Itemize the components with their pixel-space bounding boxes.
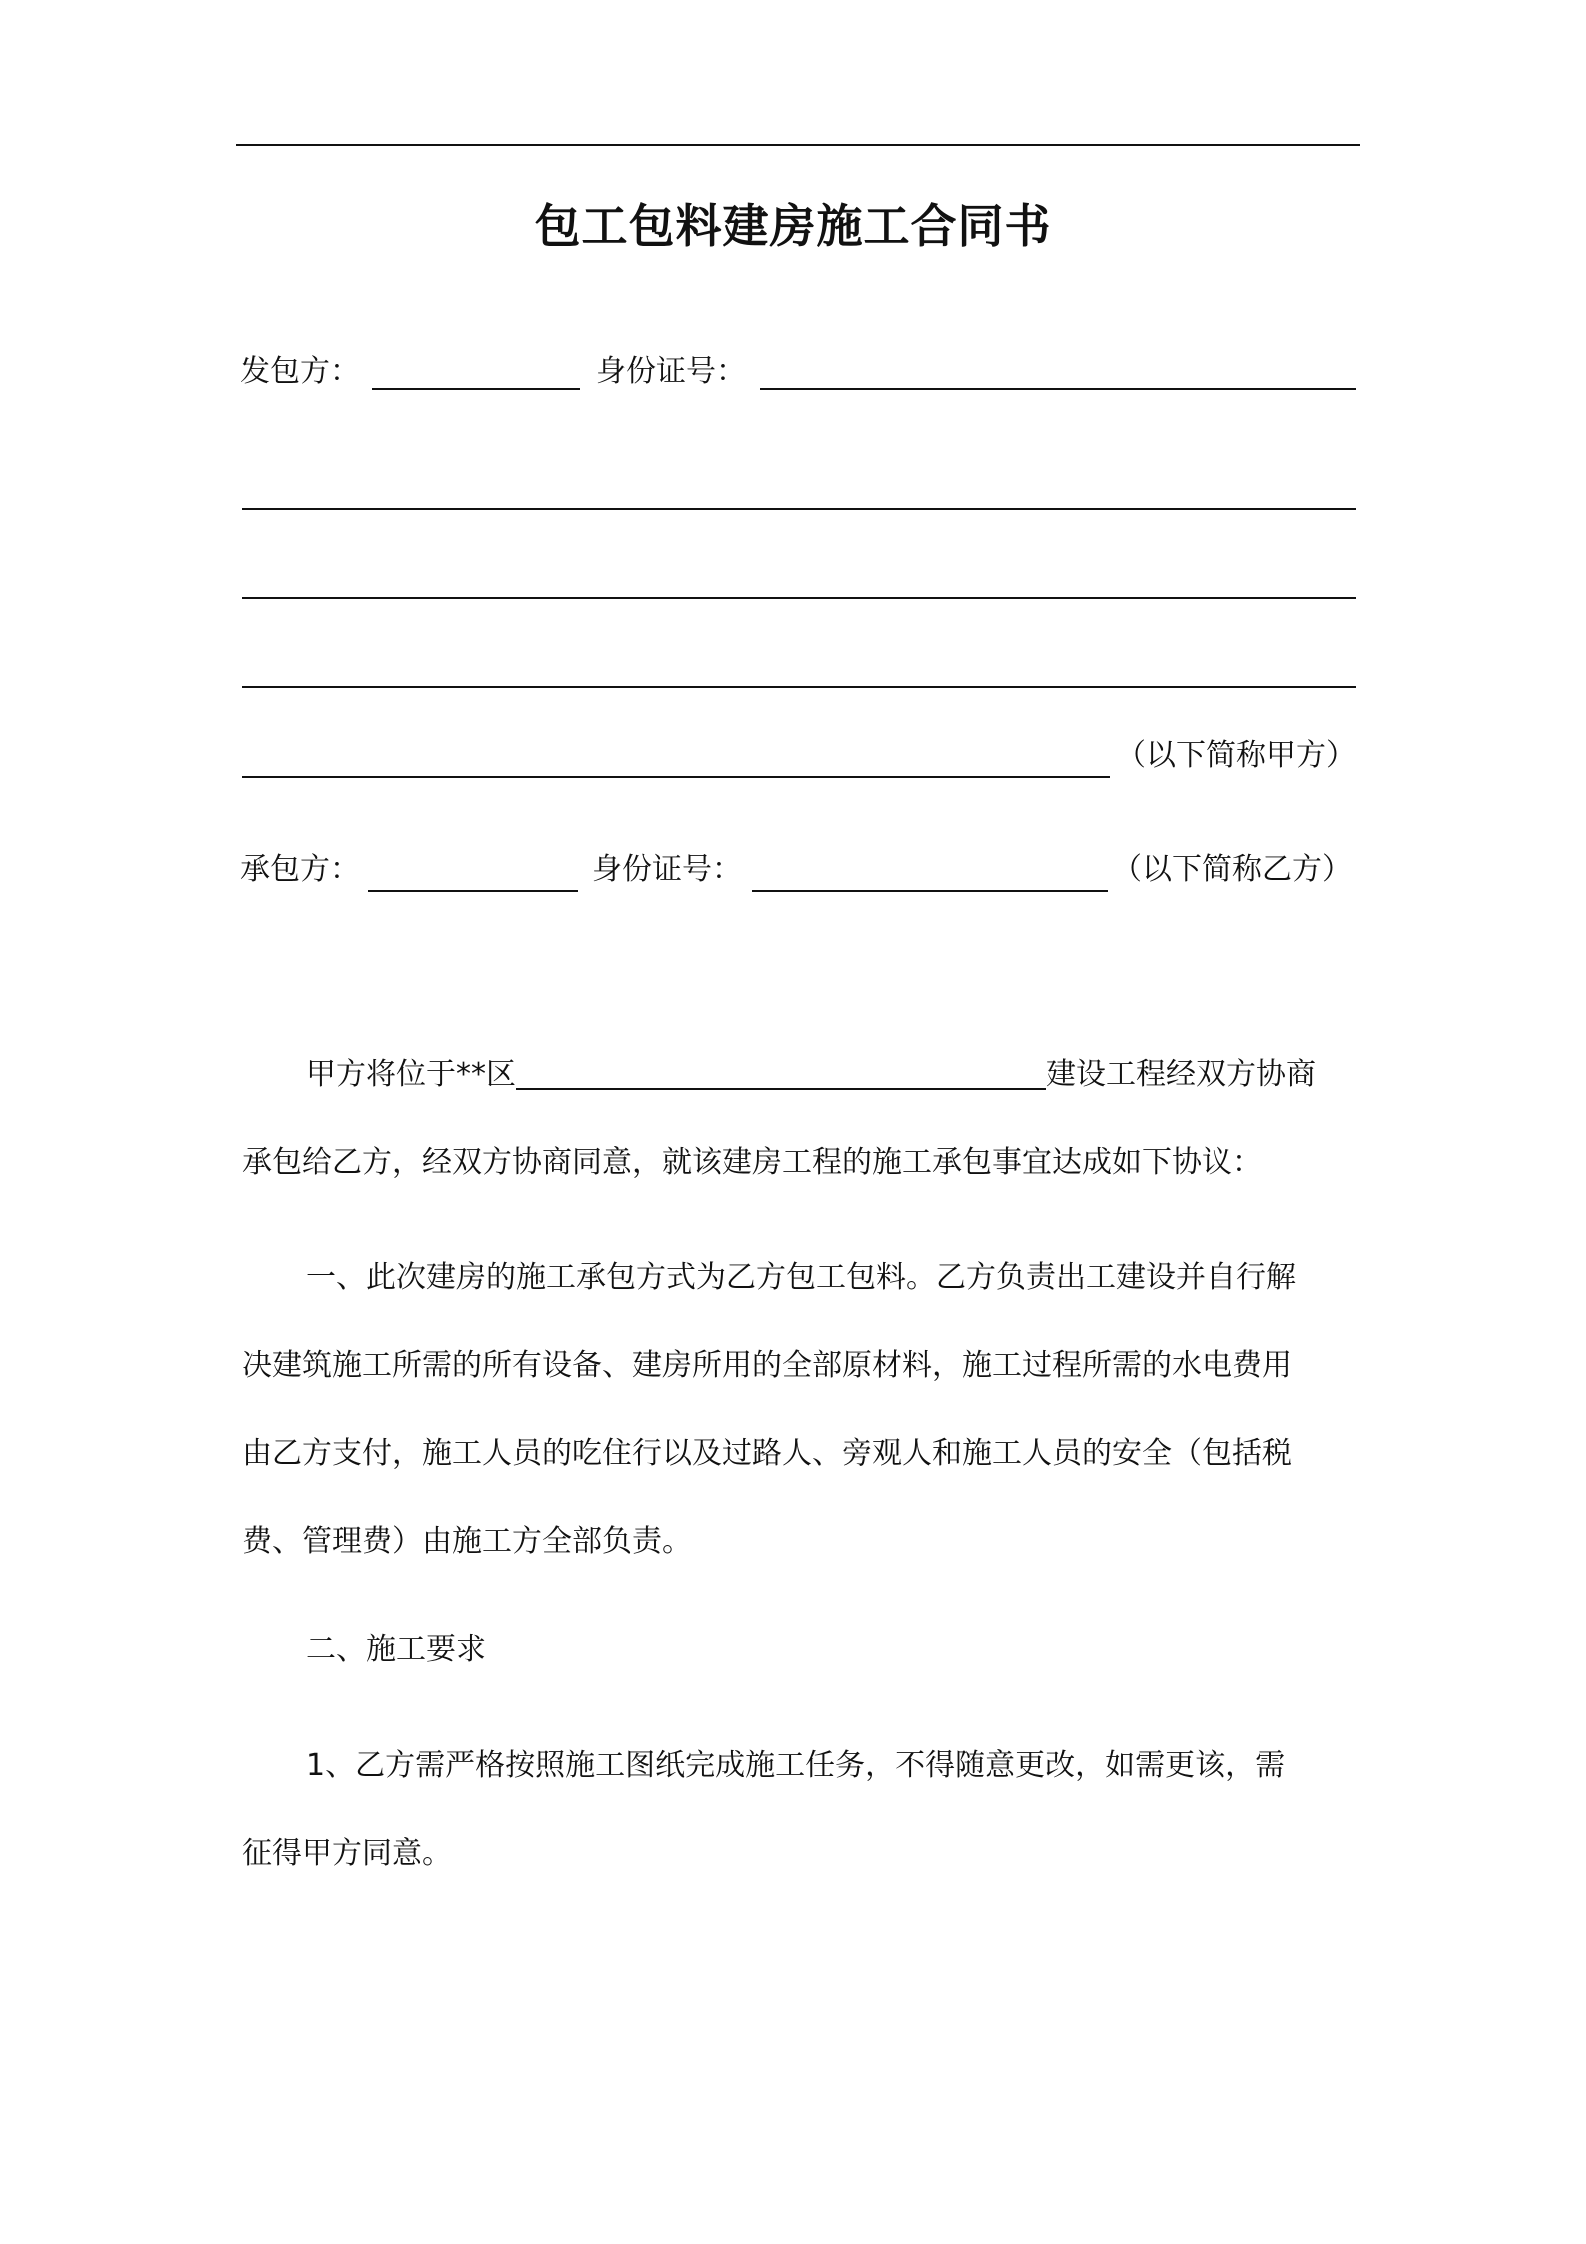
intro-paragraph	[242, 1031, 1358, 1207]
clause-2-heading-block	[242, 1606, 1358, 1694]
party-a-address-line-3[interactable]	[242, 686, 1356, 688]
party-a-name-field[interactable]	[372, 388, 580, 390]
party-a-row	[240, 352, 1356, 392]
document-title: 包工包料建房施工合同书	[534, 199, 1052, 253]
party-a-alias: （以下简称甲方）	[1116, 738, 1356, 773]
party-b-row	[240, 850, 1356, 890]
party-a-address-line-2[interactable]	[242, 597, 1356, 599]
party-a-id-label: 身份证号：	[596, 354, 746, 389]
clause-1-line-4: 费、管理费）由施工方全部负责。	[242, 1524, 692, 1559]
party-a-alias-row	[240, 736, 1356, 776]
intro-prefix: 甲方将位于**区	[306, 1057, 516, 1092]
clause-2-item-1	[242, 1722, 1358, 1898]
party-b-name-field[interactable]	[368, 890, 578, 892]
header-rule	[236, 144, 1360, 146]
party-a-address-line-4[interactable]	[242, 776, 1110, 778]
clause-1-line-1: 一、此次建房的施工承包方式为乙方包工包料。乙方负责出工建设并自行解	[306, 1260, 1296, 1295]
intro-suffix: 建设工程经双方协商	[1046, 1057, 1316, 1092]
project-location-field[interactable]	[516, 1054, 1046, 1090]
intro-line-1	[242, 1031, 1358, 1119]
party-a-address-line-1[interactable]	[242, 508, 1356, 510]
party-a-label: 发包方：	[240, 354, 360, 389]
party-b-id-field[interactable]	[752, 890, 1108, 892]
clause-2-item-1-line-2: 征得甲方同意。	[242, 1836, 452, 1871]
intro-line-2: 承包给乙方，经双方协商同意，就该建房工程的施工承包事宜达成如下协议：	[242, 1145, 1262, 1180]
clause-1-line-3: 由乙方支付，施工人员的吃住行以及过路人、旁观人和施工人员的安全（包括税	[242, 1436, 1292, 1471]
party-b-id-label: 身份证号：	[592, 852, 742, 887]
clause-1-line-2: 决建筑施工所需的所有设备、建房所用的全部原材料，施工过程所需的水电费用	[242, 1348, 1292, 1383]
clause-2-heading: 二、施工要求	[306, 1632, 486, 1667]
party-a-id-field[interactable]	[760, 388, 1356, 390]
clause-1	[242, 1234, 1358, 1586]
clause-2-item-1-line-1: 1、乙方需严格按照施工图纸完成施工任务，不得随意更改，如需更该，需	[306, 1748, 1286, 1783]
party-b-label: 承包方：	[240, 852, 360, 887]
party-b-alias: （以下简称乙方）	[1112, 852, 1352, 887]
